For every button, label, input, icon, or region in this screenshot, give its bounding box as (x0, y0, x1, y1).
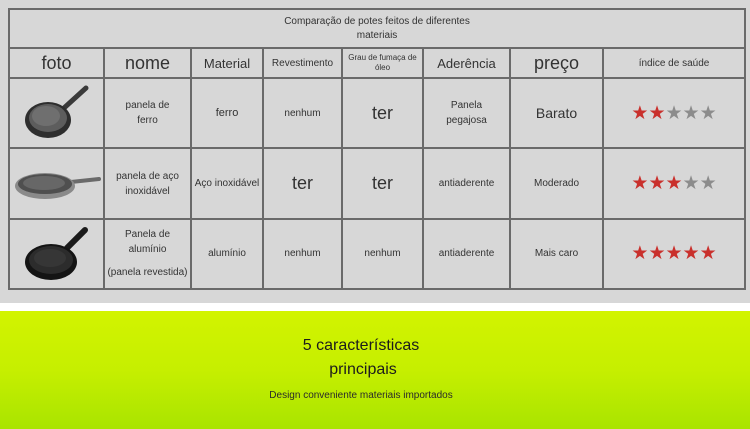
star-empty-icon: ★ (682, 173, 700, 195)
header-foto: foto (9, 48, 104, 78)
name-line2: ferro (137, 115, 158, 127)
stainless-pan-icon (13, 164, 101, 204)
star-filled-icon: ★ (631, 243, 649, 265)
coating-cell: nenhum (263, 219, 342, 289)
header-aderencia: Aderência (423, 48, 510, 78)
name-line1: panela de aço (116, 170, 179, 182)
name-line1: Panela de alumínio (124, 229, 171, 256)
table-row (9, 78, 745, 148)
adhesion-line1: Panela (450, 100, 483, 112)
material-cell: Aço inoxidável (191, 148, 263, 218)
star-empty-icon: ★ (699, 102, 717, 124)
star-empty-icon: ★ (682, 102, 700, 124)
header-fumaca: Grau de fumaça de óleo (342, 48, 423, 78)
comparison-table (8, 8, 746, 290)
price-cell: Barato (510, 78, 603, 148)
star-filled-icon: ★ (699, 243, 717, 265)
features-banner (0, 311, 750, 429)
photo-cell (9, 219, 104, 289)
adhesion-cell: antiaderente (423, 219, 510, 289)
price-cell: Moderado (510, 148, 603, 218)
table-row (9, 219, 745, 289)
table-title (9, 9, 745, 48)
banner-subtitle: Design conveniente materiais importados (269, 390, 453, 401)
name-line2: inoxidável (125, 185, 170, 197)
health-rating (603, 219, 745, 289)
smoke-cell: ter (342, 148, 423, 218)
coating-cell: nenhum (263, 78, 342, 148)
star-filled-icon: ★ (648, 243, 666, 265)
separator (0, 303, 750, 311)
star-filled-icon: ★ (648, 173, 666, 195)
table-row (9, 148, 745, 218)
aluminum-pan-icon (23, 226, 91, 282)
header-nome: nome (104, 48, 191, 78)
header-row (9, 48, 745, 78)
star-empty-icon: ★ (665, 102, 683, 124)
table-title-line2: materiais (356, 29, 398, 41)
banner-title-line1: 5 características (302, 337, 420, 354)
header-revestimento: Revestimento (263, 48, 342, 78)
star-filled-icon: ★ (631, 102, 649, 124)
iron-pan-icon (22, 84, 92, 142)
name-cell (104, 78, 191, 148)
name-cell (104, 219, 191, 289)
star-filled-icon: ★ (648, 102, 666, 124)
star-empty-icon: ★ (699, 173, 717, 195)
smoke-cell: nenhum (342, 219, 423, 289)
photo-cell (9, 148, 104, 218)
adhesion-cell (423, 78, 510, 148)
table-title-line1: Comparação de potes feitos de diferentes (284, 15, 470, 27)
header-saude: índice de saúde (603, 48, 745, 78)
star-filled-icon: ★ (665, 173, 683, 195)
name-cell (104, 148, 191, 218)
health-rating (603, 148, 745, 218)
star-filled-icon: ★ (631, 173, 649, 195)
adhesion-line2: pegajosa (446, 115, 487, 127)
header-material: Material (191, 48, 263, 78)
material-cell: ferro (191, 78, 263, 148)
adhesion-cell: antiaderente (423, 148, 510, 218)
photo-cell (9, 78, 104, 148)
smoke-cell: ter (342, 78, 423, 148)
banner-title-line2: principais (329, 361, 397, 378)
star-filled-icon: ★ (665, 243, 683, 265)
health-rating (603, 78, 745, 148)
name-line1: panela de (125, 100, 170, 112)
coating-cell: ter (263, 148, 342, 218)
star-filled-icon: ★ (682, 243, 700, 265)
header-preco: preço (510, 48, 603, 78)
name-line2: (panela revestida) (107, 267, 188, 279)
material-cell: alumínio (191, 219, 263, 289)
price-cell: Mais caro (510, 219, 603, 289)
